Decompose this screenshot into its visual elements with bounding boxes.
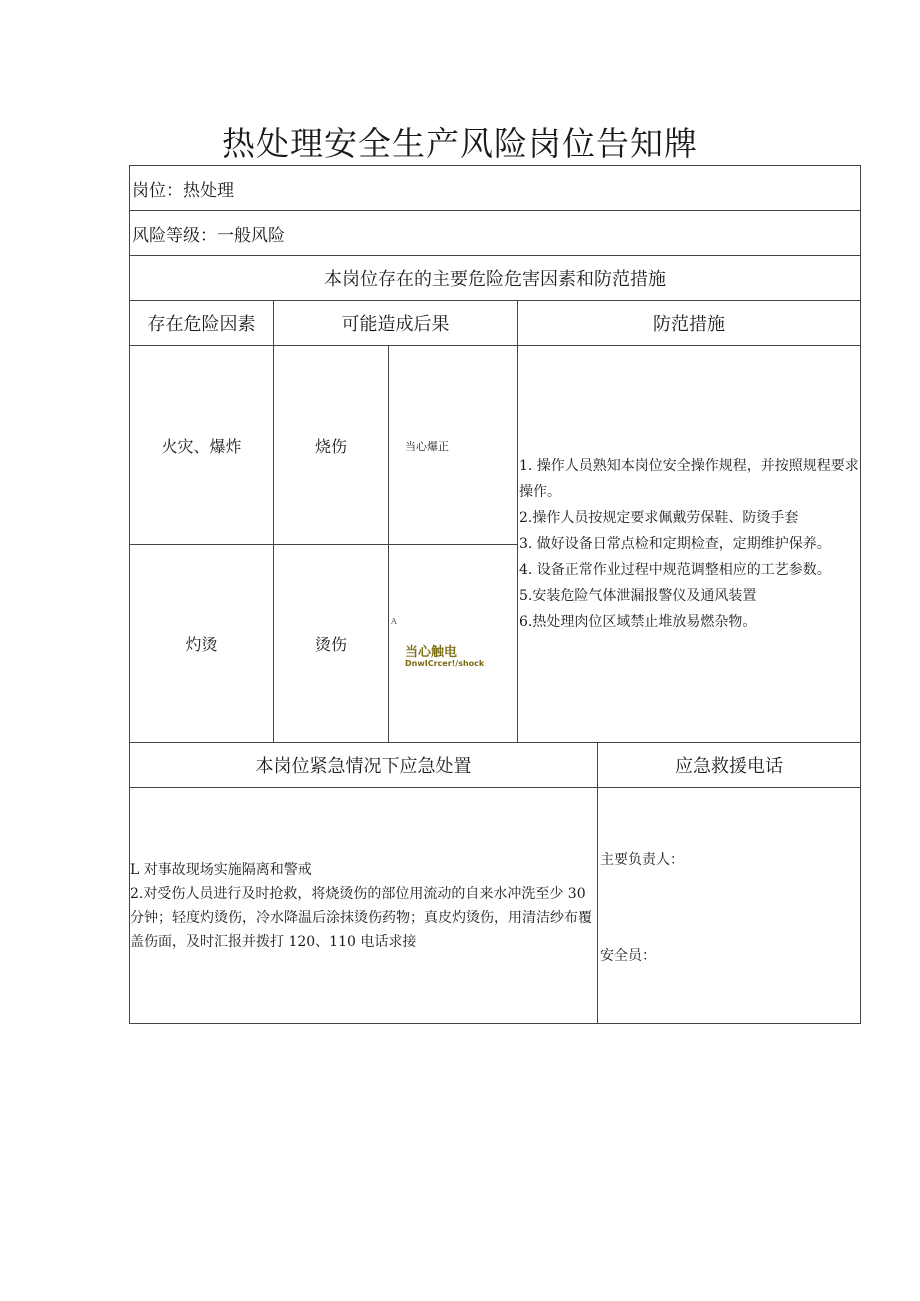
- responsible-person-label: 主要负责人：: [600, 852, 684, 868]
- measure-item: 5.安装危险气体泄漏报警仪及通风装置: [519, 588, 757, 604]
- explosion-warning-sign: 当心爆正: [405, 440, 449, 453]
- measure-item: 4. 设备正常作业过程中规范调整相应的工艺参数。: [519, 562, 831, 578]
- rescue-title: 应急救援电话: [598, 743, 861, 788]
- header-measures: 防范措施: [518, 301, 861, 346]
- measures-cell: [518, 346, 861, 743]
- sign-cell-explosion: [389, 346, 518, 545]
- hazard-scald: 灼烫: [130, 545, 274, 743]
- measure-item: 6.热处理肉位区域禁止堆放易燃杂物。: [519, 614, 757, 630]
- measure-item: 1. 操作人员熟知本岗位安全操作规程，并按照规程要求操作。: [519, 458, 859, 500]
- emergency-steps: [130, 788, 598, 1024]
- header-hazard: 存在危险因素: [130, 301, 274, 346]
- warning-triangle-icon: A: [391, 617, 397, 626]
- electric-shock-sign-en: DnwICrcer!/shock: [405, 659, 485, 668]
- section-title: 本岗位存在的主要危险危害因素和防范措施: [130, 256, 861, 301]
- risk-level-cell: 风险等级：一般风险: [130, 211, 861, 256]
- consequence-burn: 烧伤: [274, 346, 389, 545]
- page-title: 热处理安全生产风险岗位告知牌: [222, 124, 698, 163]
- consequence-scald: 烫伤: [274, 545, 389, 743]
- risk-notice-table: [129, 165, 861, 1024]
- measure-item: 2.操作人员按规定要求佩戴劳保鞋、防烫手套: [519, 510, 799, 526]
- hazard-fire: 火灾、爆炸: [130, 346, 274, 545]
- emergency-title: 本岗位紧急情况下应急处置: [130, 743, 598, 788]
- post-cell: 岗位：热处理: [130, 166, 861, 211]
- safety-officer-label: 安全员：: [600, 948, 656, 964]
- measure-item: 3. 做好设备日常点检和定期检查，定期维护保养。: [519, 536, 831, 552]
- emergency-step: 2.对受伤人员进行及时抢救，将烧烫伤的部位用流动的自来水冲洗至少 30 分钟；轻度灼烫伤，冷水降温后涂抹烫伤药物；真皮灼烫伤，用清洁纱布覆盖伤面，及时汇报并拨打 120、110 电话求接: [130, 885, 592, 950]
- emergency-step: L 对事故现场实施隔离和警戒: [130, 861, 312, 878]
- header-consequence: 可能造成后果: [274, 301, 518, 346]
- electric-shock-sign-cn: 当心触电: [405, 645, 458, 660]
- sign-cell-electric: [389, 545, 518, 743]
- contacts-cell: [598, 788, 861, 1024]
